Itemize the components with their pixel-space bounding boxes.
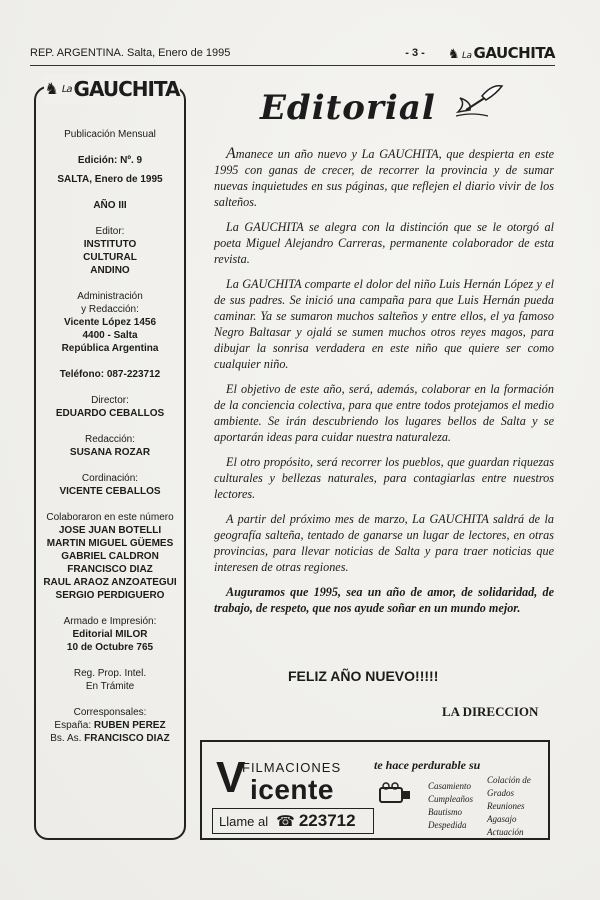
paragraph-2: La GAUCHITA se alegra con la distinción que se le otorgó al poeta Miguel Alejandro Carreras, permanente colaborador de esta revista. <box>214 220 554 266</box>
signature: LA DIRECCION <box>442 704 539 719</box>
telephone-icon: ☎ <box>276 813 295 830</box>
header-logo: ♞ La GAUCHITA <box>447 43 555 62</box>
video-camera-icon <box>376 782 416 806</box>
ad-v-letter: V <box>216 753 246 802</box>
paragraph-5: El otro propósito, será recorrer los pueblos, que guardan riquezas culturales y bellezas naturales, para contagiarlas entre nuestros lectores. <box>214 455 554 501</box>
edition-number: Edición: Nº. 9 <box>77 155 143 166</box>
telephone: Teléfono: 087-223712 <box>59 369 161 380</box>
publication-type: Publicación Mensual <box>64 129 156 140</box>
correspondents-block: Corresponsales: España: RUBEN PEREZ Bs. As. FRANCISCO DIAZ <box>50 707 170 744</box>
ad-brand-name: icente <box>250 774 334 805</box>
paragraph-6: A partir del próximo mes de marzo, La GAUCHITA saldrá de la geografía salteña, tentado de ganarse un lugar de lectores, en otras provincias, para llevar noticias de Salta y para traer noticias que interesen de otras regiones. <box>214 512 554 574</box>
page-header <box>30 40 555 66</box>
paragraph-4: El objetivo de este año, será, además, colaborar en la formación de la conciencia colectiva, para que entre todos protejamos el medio ambiente. Se irán descubriendo los lugares bellos de Salta y se aportarán ideas para cuidar nuestra naturaleza. <box>214 382 554 444</box>
services-list-left: Casamiento Cumpleaños Bautismo Despedida <box>428 781 473 830</box>
admin-block: Administración y Redacción: Vicente López 1456 4400 - Salta República Argentina <box>61 291 159 354</box>
page-number: - 3 - <box>405 46 425 59</box>
edition-year: AÑO III <box>93 200 127 211</box>
editorial-body <box>214 146 554 625</box>
gaucho-figure-icon: ♞ <box>447 46 459 62</box>
editor-block: Editor: INSTITUTO CULTURAL ANDINO <box>83 226 137 276</box>
director-block: Director: EDUARDO CEBALLOS <box>55 395 165 419</box>
services-list-right: Colación de Grados Reuniones Agasajo Actuación <box>487 775 531 837</box>
header-dateline: REP. ARGENTINA. Salta, Enero de 1995 <box>30 46 231 59</box>
masthead-logo: ♞ La GAUCHITA <box>44 74 180 104</box>
cordinacion-block: Cordinación: VICENTE CEBALLOS <box>59 473 161 497</box>
new-year-greeting: FELIZ AÑO NUEVO!!!!! <box>288 668 439 684</box>
editorial-title: Editorial <box>260 88 436 128</box>
ad-phone-number: 223712 <box>298 811 356 830</box>
printing-block: Armado e Impresión: Editorial MILOR 10 de Octubre 765 <box>63 616 157 653</box>
paragraph-1: Amanece un año nuevo y La GAUCHITA, que despierta en este 1995 con ganas de crecer, de recorrer la provincia y de sumar nuevas inquietudes en sus páginas, que reflejen el diario vivir de los salteños. <box>214 145 554 209</box>
gaucho-figure-icon: ♞ <box>44 78 58 98</box>
masthead-sidebar <box>34 77 186 840</box>
collaborators-block: Colaboraron en este número JOSE JUAN BOTELLI MARTIN MIGUEL GÜEMES GABRIEL CALDRON FRANCISCO DIAZ RAUL ARAOZ ANZOATEGUI SERGIO PERDIGUERO <box>43 512 177 601</box>
editorial-column <box>200 76 570 676</box>
ad-phone-box: Llame al ☎ 223712 <box>212 808 374 834</box>
paragraph-3: La GAUCHITA comparte el dolor del niño Luis Hernán López y el de sus padres. Se inició una campaña para que Luis Hernán pueda caminar. Ya se sumaron muchos salteños y entre ellos, el ya famoso Negro Baltasar y ojalá se sumen muchos otros reyes magos, para dibujar la sonrisa verdadera en este niño que quiere ser como cualquier niño. <box>214 277 554 371</box>
ad-slogan: te hace perdurable su <box>374 758 481 772</box>
filmaciones-ad <box>200 740 550 840</box>
quill-pen-icon <box>452 82 504 122</box>
edition-date: SALTA, Enero de 1995 <box>57 174 163 185</box>
paragraph-7: Auguramos que 1995, sea un año de amor, de solidaridad, de trabajo, de respeto, que nos ayude soñar en un mundo mejor. <box>214 585 554 615</box>
ad-filmaciones: FILMACIONES <box>242 760 342 775</box>
registry-block: Reg. Prop. Intel. En Trámite <box>73 668 147 692</box>
redaccion-block: Redacción: SUSANA ROZAR <box>69 434 151 458</box>
